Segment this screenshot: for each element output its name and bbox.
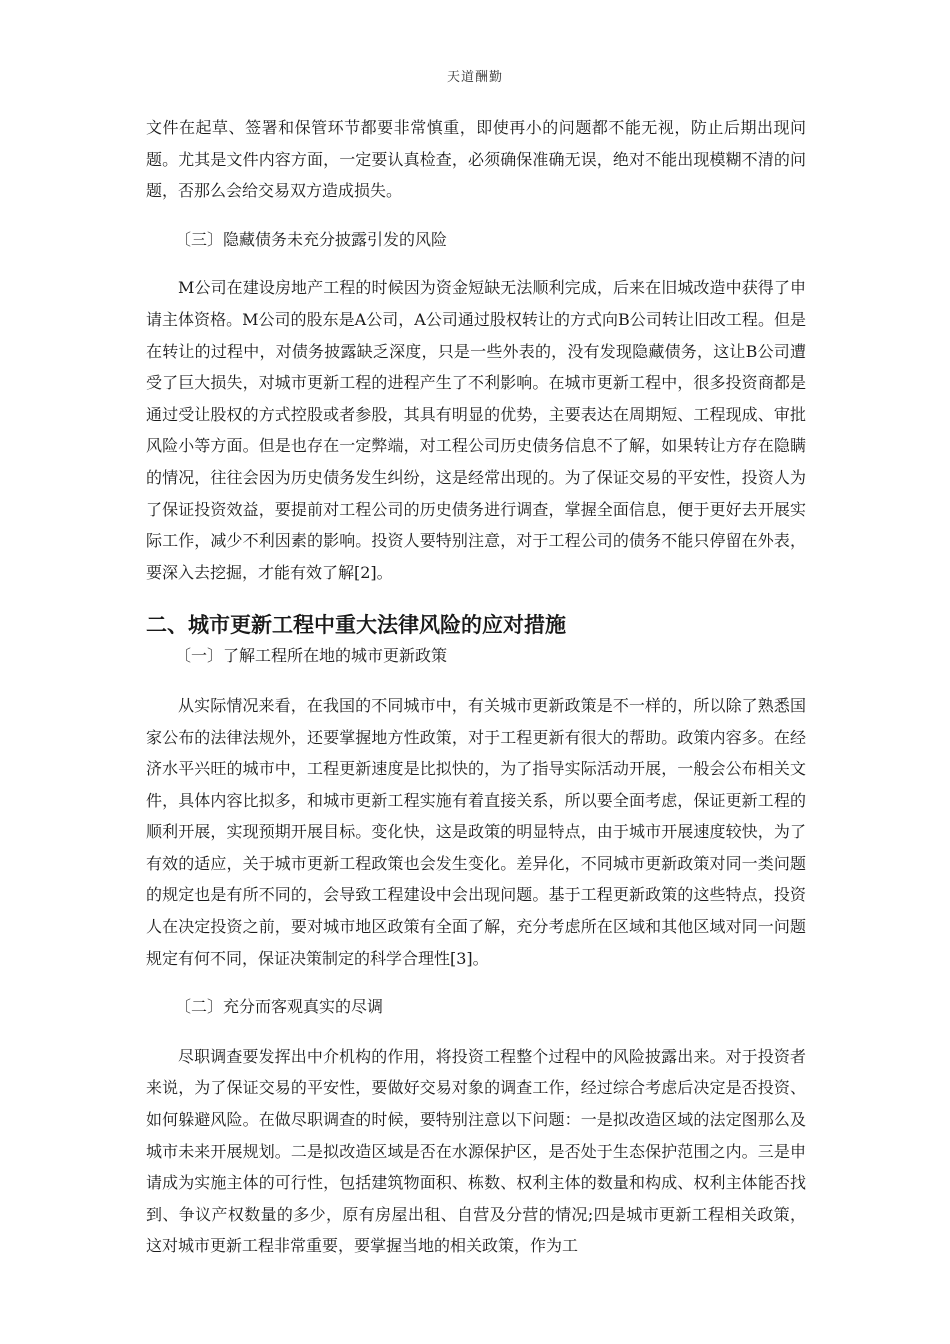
- paragraph-local-policy: 从实际情况来看，在我国的不同城市中，有关城市更新政策是不一样的，所以除了熟悉国家公布的法律法规外，还要掌握地方性政策，对于工程更新有很大的帮助。政策内容多。在经济水平兴旺的城市中，工程更新速度是比拟快的，为了指导实际活动开展，一般会公布相关文件，具体内容比拟多，和城市更新工程实施有着直接关系，所以要全面考虑，保证更新工程的顺利开展，实现预期开展目标。变化快，这是政策的明显特点，由于城市开展速度较快，为了有效的适应，关于城市更新工程政策也会发生变化。差异化，不同城市更新政策对同一类问题的规定也是有所不同的，会导致工程建设中会出现问题。基于工程更新政策的这些特点，投资人在决定投资之前，要对城市地区政策有全面了解，充分考虑所在区域和其他区域对同一问题规定有何不同，保证决策制定的科学合理性[3]。: [146, 695, 806, 968]
- subsection-title-due-diligence: 〔二〕充分而客观真实的尽调: [175, 997, 384, 1017]
- paragraph-continuation: 文件在起草、签署和保管环节都要非常慎重，即使再小的问题都不能无视，防止后期出现问题。尤其是文件内容方面，一定要认真检查，必须确保准确无误，绝对不能出现模糊不清的问题，否那么会给交易双方造成损失。: [146, 118, 806, 201]
- paragraph-due-diligence: 尽职调查要发挥出中介机构的作用，将投资工程整个过程中的风险披露出来。对于投资者来说，为了保证交易的平安性，要做好交易对象的调查工作，经过综合考虑后决定是否投资、如何躲避风险。在做尽职调查的时候，要特别注意以下问题：一是拟改造区域的法定图那么及城市未来开展规划。二是拟改造区域是否在水源保护区，是否处于生态保护范围之内。三是申请成为实施主体的可行性，包括建筑物面积、栋数、权利主体的数量和构成、权利主体能否找到、争议产权数量的多少，原有房屋出租、自营及分营的情况;四是城市更新工程相关政策，这对城市更新工程非常重要，要掌握当地的相关政策，作为工: [146, 1046, 806, 1256]
- subsection-title-local-policy: 〔一〕了解工程所在地的城市更新政策: [175, 646, 448, 666]
- paragraph-hidden-debt: M公司在建设房地产工程的时候因为资金短缺无法顺利完成，后来在旧城改造中获得了申请主体资格。M公司的股东是A公司，A公司通过股权转让的方式向B公司转让旧改工程。但是在转让的过程中，对债务披露缺乏深度，只是一些外表的，没有发现隐藏债务，这让B公司遭受了巨大损失，对城市更新工程的进程产生了不利影响。在城市更新工程中，很多投资商都是通过受让股权的方式控股或者参股，其具有明显的优势，主要表达在周期短、工程现成、审批风险小等方面。但是也存在一定弊端，对工程公司历史债务信息不了解，如果转让方存在隐瞒的情况，往往会因为历史债务发生纠纷，这是经常出现的。为了保证交易的平安性，投资人为了保证投资效益，要提前对工程公司的历史债务进行调查，掌握全面信息，便于更好去开展实际工作，减少不利因素的影响。投资人要特别注意，对于工程公司的债务不能只停留在外表，要深入去挖掘，才能有效了解[2]。: [146, 278, 806, 582]
- page-header: 天道酬勤: [446, 70, 503, 85]
- document-body: [146, 112, 806, 1262]
- section-heading-countermeasures: 二、城市更新工程中重大法律风险的应对措施: [146, 613, 566, 638]
- subsection-title-hidden-debt: 〔三〕隐藏债务未充分披露引发的风险: [175, 229, 448, 249]
